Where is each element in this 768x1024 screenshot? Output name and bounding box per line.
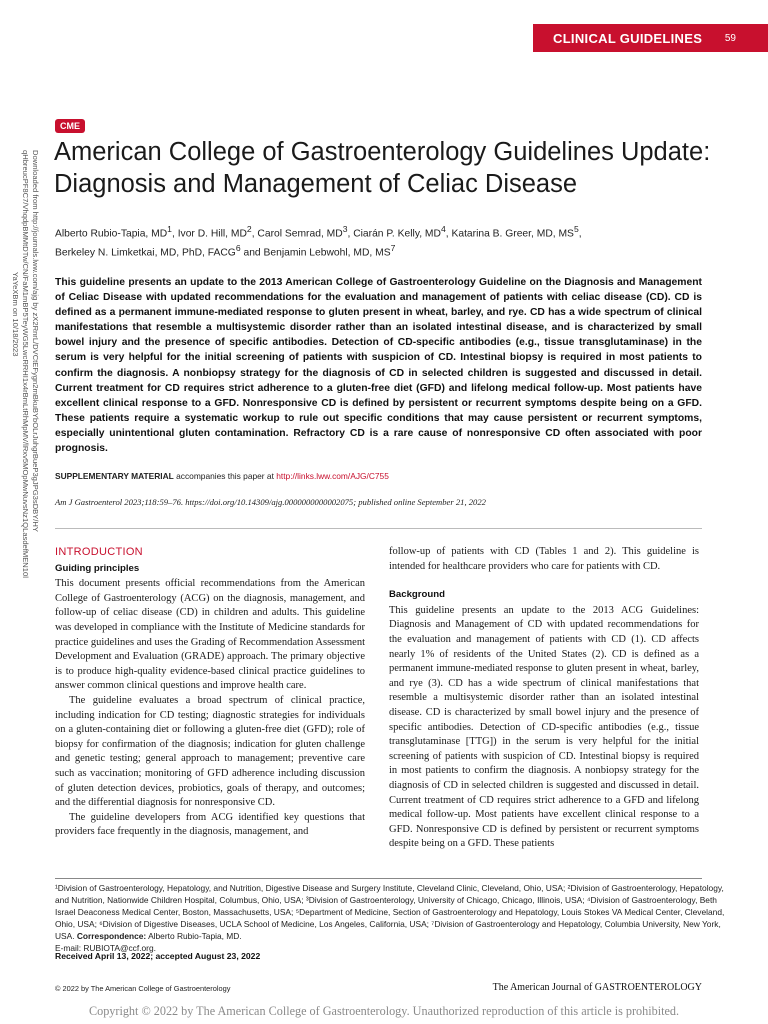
watermark-line-1: Downloaded from http://journals.lww.com/ajg by zX2RnrL/DVCtEFygn2mBkuBYbOLrJuhgrBueP3gJPG3sDBY/HY	[31, 150, 40, 532]
divider	[55, 528, 702, 529]
correspondence-email: E-mail: RUBIOTA@ccf.org.	[55, 943, 156, 953]
journal-name: The American Journal of GASTROENTEROLOGY	[492, 982, 702, 993]
section-header-bar	[533, 24, 768, 52]
author-affiliation: 2	[246, 224, 252, 234]
body-paragraph: This document presents official recommendations from the American College of Gastroenterology (ACG) on the diagnosis, management, and follow-up of celiac disease (CD) in children and adults. This guideline was developed in compliance with the Institute of Medicine standards for practice guidelines and uses the Grading of Recommendation Assessment Development and Evaluation (GRADE) approach. The primary objective is to produce high-quality evidence-based clinical practice guidelines to answer common clinical questions and improve health care.	[55, 578, 365, 692]
footnote-divider	[55, 878, 702, 879]
author-affiliation: 1	[167, 224, 172, 234]
supplementary-link[interactable]: http://links.lww.com/AJG/C755	[276, 471, 389, 481]
author-affiliation: 7	[390, 243, 396, 254]
author-name: Carol Semrad, MD	[257, 228, 343, 240]
bottom-copyright-banner: Copyright © 2022 by The American College of Gastroenterology. Unauthorized reproduction of this article is prohibited.	[88, 1004, 680, 1018]
body-paragraph: The guideline developers from ACG identified key questions that providers face frequently in the diagnosis, management, and	[55, 811, 365, 838]
cme-badge: CME	[55, 119, 85, 133]
left-column	[55, 545, 365, 840]
received-dates: Received April 13, 2022; accepted August 23, 2022	[55, 951, 261, 961]
body-paragraph: The guideline evaluates a broad spectrum of clinical practice, including indication for CD testing; diagnostic strategies for individuals on a gluten-containing diet or following a gluten-free diet (GFD); role of biopsy for confirmation of the diagnosis; indication for gluten challenge and genetic testing; general approach to management; preventive care such as vaccination; monitoring of GFD adherence including discussion of gluten detection devices, probiotics, goals of therapy, and outcomes; and the differential diagnosis for nonresponsive CD.	[55, 694, 365, 809]
author-affiliation: 3	[342, 224, 348, 234]
right-column	[389, 545, 699, 852]
body-paragraph: follow-up of patients with CD (Tables 1 and 2). This guideline is intended for healthcare providers who care for patients with CD.	[389, 546, 699, 572]
subheading-background: Background	[389, 589, 445, 601]
citation-line: Am J Gastroenterol 2023;118:59–76. https://doi.org/10.14309/ajg.0000000000002075; published online September 21, 2022	[55, 497, 486, 507]
author-name: Ciarán P. Kelly, MD	[353, 228, 441, 240]
author-affiliation: 5	[573, 224, 579, 234]
affiliations-text: ¹Division of Gastroenterology, Hepatology, and Nutrition, Digestive Disease and Surgery Institute, Cleveland Clinic, Cleveland, Ohio, USA; ²Division of Gastroenterology, Hepatology, and Nutrition, Nationwide Children Hospital, Columbus, Ohio, USA; ³Division of Gastroenterology, University of Chicago, Chicago, Illinois, USA; ⁴Division of Gastroenterology, Beth Israel Deaconess Medical Center, Boston, Massachusetts, USA; ⁵Department of Medicine, Section of Gastroenterology and Hepatology, Louis Stokes VA Medical Center, Cleveland, Ohio, USA; ⁶Division of Digestive Diseases, UCLA School of Medicine, Los Angeles, California, USA; ⁷Division of Gastroenterology and Hepatology, Columbia University, New York, USA.	[55, 883, 725, 941]
section-label: CLINICAL GUIDELINES	[553, 30, 703, 46]
author-name: Berkeley N. Limketkai, MD, PhD, FACG	[55, 247, 236, 259]
copyright-notice: © 2022 by The American College of Gastroenterology	[55, 984, 231, 993]
page-number: 59	[724, 32, 736, 44]
correspondence-label: Correspondence:	[76, 931, 147, 941]
author-name: Alberto Rubio-Tapia, MD	[55, 228, 168, 240]
watermark-line-2: qHbreucPF8C7/VhqdpBMMtDTw/CN/FaM1mBP5TeyWG5LwcRRHI1x4rBmLtRhMpMV/lRxv5MOpMwNuvsNz1QLasdefMEN10l	[21, 150, 30, 578]
section-heading-introduction: INTRODUCTION	[55, 546, 143, 558]
author-affiliation: 6	[235, 243, 241, 254]
author-name: Benjamin Lebwohl, MD, MS	[263, 247, 391, 259]
abstract: This guideline presents an update to the 2013 American College of Gastroenterology Guideline on the Diagnosis and Management of Celiac Disease with updated recommendations for the evaluation and management of patients with celiac disease (CD). CD is defined as a permanent immune-mediated response to gluten present in wheat, barley, and rye. CD has a wide spectrum of clinical manifestations that resemble a multisystemic disorder rather than an isolated intestinal disease, and is characterized by small bowel injury and the presence of specific antibodies. Detection of CD-specific antibodies (e.g., tissue transglutaminase) in the serum is very helpful for the initial screening of patients with suspicion of CD. Intestinal biopsy is required in most patients to confirm the diagnosis. A nonbiopsy strategy for the diagnosis of CD in selected children is suggested and discussed in detail. Current treatment for CD requires strict adherence to a gluten-free diet (GFD) and lifelong medical follow-up. Most patients have excellent clinical response to a GFD. Nonresponsive CD is defined by persistent or recurrent symptoms despite being on a GFD. These patients require a systematic workup to rule out specific conditions that may cause persistent or recurrent symptoms, especially unintentional gluten contamination. Refractory CD is a rare cause of nonresponsive CD often associated with poor prognosis.	[55, 277, 702, 455]
supplementary-label: SUPPLEMENTARY MATERIAL	[55, 471, 174, 481]
author-name: Ivor D. Hill, MD	[177, 228, 247, 240]
download-watermark	[11, 150, 54, 730]
author-list: Alberto Rubio-Tapia, $MD^1$, Ivor D. Hill, $MD^2$, Carol Semrad, $MD^3$, Ciarán P. Kelly, $MD^4$, Katarina B. Greer, MD, $MS^5$, Berkeley N. Limketkai, MD, PhD, FACG$^6$ and Benjamin Lebwohl, MD, $MS^7$	[55, 224, 582, 259]
author-name: Katarina B. Greer, MD, MS	[451, 228, 574, 240]
supplementary-material-note: SUPPLEMENTARY MATERIAL accompanies this paper at http://links.lww.com/AJG/C755	[55, 471, 389, 481]
author-affiliation: 4	[440, 224, 446, 234]
subheading-guiding-principles: Guiding principles	[55, 562, 140, 574]
watermark-line-3: YaYeXBm on 10/18/2023	[11, 272, 20, 357]
article-title: American College of Gastroenterology Guidelines Update: Diagnosis and Management of Celiac Disease	[54, 138, 711, 198]
affiliation-footnotes: ¹Division of Gastroenterology, Hepatology, and Nutrition, Digestive Disease and Surgery Institute, Cleveland Clinic, Cleveland, Ohio, USA; ²Division of Gastroenterology, Hepatology, and Nutrition, Nationwide Children Hospital, Columbus, Ohio, USA; ³Division of Gastroenterology, University of Chicago, Chicago, Illinois, USA; ⁴Division of Gastroenterology, Beth Israel Deaconess Medical Center, Boston, Massachusetts, USA; ⁵Department of Medicine, Section of Gastroenterology and Hepatology, Louis Stokes VA Medical Center, Cleveland, Ohio, USA; ⁶Division of Digestive Diseases, UCLA School of Medicine, Los Angeles, California, USA; ⁷Division of Gastroenterology and Hepatology, Columbia University, New York, USA. Correspondence: Alberto Rubio-Tapia, MD. E-mail: RUBIOTA@ccf.org.	[55, 883, 725, 953]
body-paragraph: This guideline presents an update to the 2013 ACG Guidelines: Diagnosis and Management of CD with updated recommendations for the evaluation and management of patients with CD (1). CD affects nearly 1% of residents of the United States (2). CD is defined as a permanent immune-mediated response to gluten present in wheat, barley, and rye (3). CD has a wide spectrum of clinical manifestations that resemble a multisystemic disorder rather than an isolated intestinal disease. CD is characterized by small bowel injury and the presence of specific antibodies. Detection of CD-specific antibodies (e.g., tissue transglutaminase [TTG]) in the serum is very helpful for the initial screening of patients with suspicion of CD. Intestinal biopsy is required in most patients to confirm the diagnosis. A nonbiopsy strategy for the diagnosis of CD in selected children is suggested and discussed in detail. Current treatment of CD requires strict adherence to a GFD and lifelong medical follow-up. Most patients have excellent clinical response to a GFD. Nonresponsive CD is defined by persistent or recurrent symptoms despite being on a GFD. These patients	[389, 604, 699, 850]
